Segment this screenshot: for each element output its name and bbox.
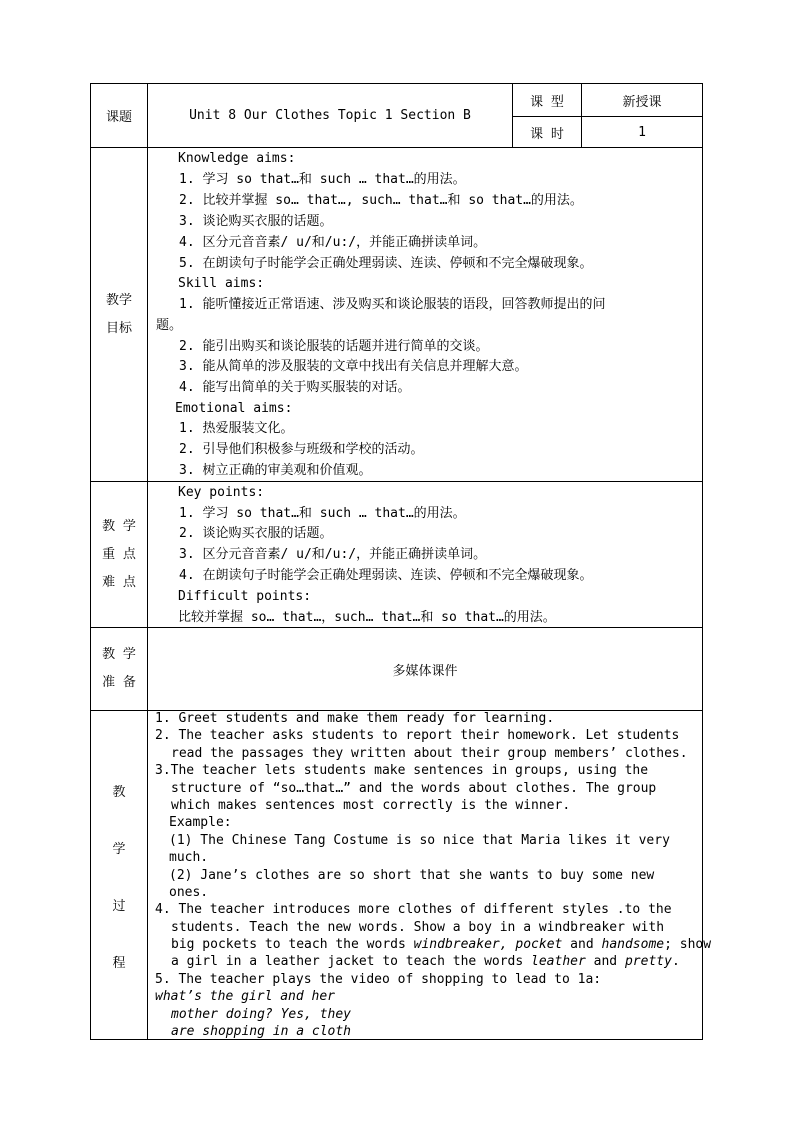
objectives-label-line: 教学 (105, 292, 132, 308)
process-text: . (671, 954, 680, 970)
process-line: mother doing? Yes, they (171, 1006, 352, 1022)
process-line (155, 936, 712, 953)
knowledge-aim-item: 2. 比较并掌握 so… that…, such… that…和 so that…的用法。 (179, 193, 583, 208)
process-label (91, 711, 147, 1039)
difficult-point-text: 比较并掌握 so… that…，such… that…和 so that…的用法。 (178, 610, 556, 625)
row-divider (90, 481, 703, 482)
process-content (155, 710, 712, 1040)
process-line: which makes sentences most correctly is the winner. (171, 797, 571, 813)
process-line: students. Teach the new words. Show a boy in a windbreaker with (171, 919, 665, 935)
course-label: 课题 (105, 110, 132, 125)
skill-aims-heading: Skill aims: (178, 276, 265, 291)
course-title: Unit 8 Our Clothes Topic 1 Section B (189, 108, 471, 123)
process-line: (2) Jane’s clothes are so short that she wants to buy some new (169, 867, 655, 883)
key-points-heading: Key points: (178, 485, 265, 500)
process-line: 1. Greet students and make them ready for learning. (155, 711, 555, 726)
process-line: 2. The teacher asks students to report their homework. Let students (155, 728, 680, 744)
process-line: read the passages they written about their group members’ clothes. (171, 745, 688, 761)
process-italic-words: pretty (624, 954, 672, 970)
process-line: ones. (169, 884, 209, 900)
process-label-char: 学 (112, 842, 126, 857)
knowledge-aim-item: 4. 区分元音音素/ u/和/u:/，并能正确拼读单词。 (179, 235, 487, 250)
key-points-label (91, 482, 147, 627)
table-border-right (702, 83, 703, 1040)
process-line: 4. The teacher introduces more clothes of different styles .to the (155, 902, 672, 918)
process-italic-words: leather (531, 954, 586, 970)
process-label-char: 过 (112, 899, 126, 914)
knowledge-aim-item: 5. 在朗读句子时能学会正确处理弱读、连读、停顿和不完全爆破现象。 (179, 256, 593, 271)
key-point-item: 4. 在朗读句子时能学会正确处理弱读、连读、停顿和不完全爆破现象。 (179, 568, 593, 583)
process-line: much. (169, 850, 209, 866)
preparation-value: 多媒体课件 (392, 663, 458, 679)
process-label-char: 教 (112, 785, 126, 800)
lesson-period-label: 课 时 (530, 126, 564, 142)
preparation-label-line: 准 备 (102, 675, 136, 690)
process-line: 5. The teacher plays the video of shopping to lead to 1a: (155, 971, 602, 987)
difficult-points-heading: Difficult points: (178, 589, 312, 604)
key-point-item: 3. 区分元音音素/ u/和/u:/，并能正确拼读单词。 (179, 547, 487, 562)
process-text: and (585, 954, 625, 970)
row-divider (90, 147, 703, 148)
skill-aim-item: 1. 能听懂接近正常语速、涉及购买和谈论服装的语段，回答教师提出的问 (179, 297, 606, 312)
process-text: and (562, 937, 602, 953)
emotional-aim-item: 2. 引导他们积极参与班级和学校的活动。 (179, 442, 424, 457)
objectives-label-line: 目标 (105, 320, 132, 336)
lesson-type-value: 新授课 (622, 94, 662, 110)
key-points-label-line: 重 点 (102, 546, 136, 562)
process-line: Example: (169, 815, 232, 831)
process-line: 3.The teacher lets students make sentences in groups, using the (155, 763, 649, 779)
process-text: big pockets to teach the words (171, 937, 414, 953)
process-text: a girl in a leather jacket to teach the words (171, 954, 532, 970)
process-text: ; show (664, 937, 712, 953)
skill-aim-item: 2. 能引出购买和谈论服装的话题并进行简单的交谈。 (179, 339, 489, 354)
skill-aim-item: 题。 (156, 318, 183, 333)
key-points-label-line: 难 点 (102, 574, 136, 590)
emotional-aim-item: 3. 树立正确的审美观和价值观。 (179, 463, 372, 478)
preparation-label (91, 628, 147, 710)
knowledge-aims-heading: Knowledge aims: (178, 151, 296, 166)
process-line (155, 953, 697, 970)
process-label-char: 程 (112, 956, 126, 971)
process-line: structure of “so…that…” and the words about clothes. The group (171, 780, 657, 796)
lesson-period-value: 1 (638, 124, 646, 140)
emotional-aim-item: 1. 热爱服装文化。 (179, 421, 294, 436)
process-line: what’s the girl and her (155, 989, 336, 1005)
label-column-line (147, 83, 148, 1040)
key-points-label-line: 教 学 (102, 518, 136, 534)
preparation-label-line: 教 学 (102, 647, 136, 662)
process-italic-words: handsome (601, 937, 665, 953)
process-line: (1) The Chinese Tang Costume is so nice that Maria likes it very (169, 832, 670, 848)
process-line: are shopping in a cloth (171, 1024, 352, 1040)
objectives-label (91, 148, 147, 481)
key-point-item: 2. 谈论购买衣服的话题。 (179, 526, 333, 541)
skill-aim-item: 3. 能从简单的涉及服装的文章中找出有关信息并理解大意。 (179, 359, 528, 374)
key-point-item: 1. 学习 so that…和 such … that…的用法。 (179, 506, 466, 521)
process-italic-words: windbreaker, pocket (413, 937, 563, 953)
knowledge-aim-item: 1. 学习 so that…和 such … that…的用法。 (179, 172, 466, 187)
emotional-aims-heading: Emotional aims: (175, 401, 293, 416)
knowledge-aim-item: 3. 谈论购买衣服的话题。 (179, 214, 333, 229)
skill-aim-item: 4. 能写出简单的关于购买服装的对话。 (179, 380, 411, 395)
lesson-type-label: 课 型 (530, 94, 564, 110)
